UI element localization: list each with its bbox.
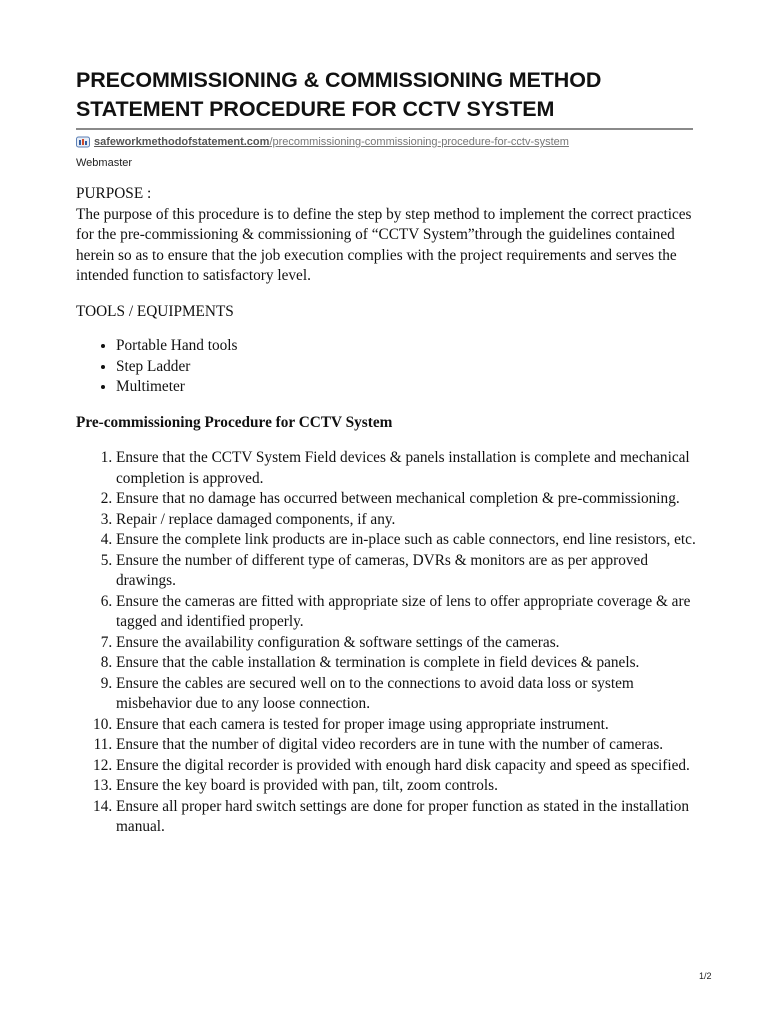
step-item: 8. Ensure that the cable installation & termination is complete in field devices & panels. xyxy=(116,653,696,674)
step-item: 4. Ensure the complete link products are in-place such as cable connectors, end line resistors, etc. xyxy=(116,530,696,551)
step-item: 13. Ensure the key board is provided with pan, tilt, zoom controls. xyxy=(116,776,696,797)
source-domain[interactable]: safeworkmethodofstatement.com xyxy=(94,136,270,148)
tools-heading: TOOLS / EQUIPMENTS xyxy=(76,302,234,320)
page-number: 1/2 xyxy=(699,971,712,981)
list-item: • Portable Hand tools xyxy=(116,336,696,357)
procedure-steps xyxy=(76,448,696,838)
step-item: 3. Repair / replace damaged components, if any. xyxy=(116,510,696,531)
site-favicon-icon xyxy=(76,136,90,148)
section-heading: Pre-commissioning Procedure for CCTV System xyxy=(76,413,393,431)
step-item: 7. Ensure the availability configuration & software settings of the cameras. xyxy=(116,633,696,654)
source-link[interactable] xyxy=(76,136,696,148)
step-item: 9. Ensure the cables are secured well on to the connections to avoid data loss or system misbehavior due to any loose connection. xyxy=(116,674,696,715)
step-item: 2. Ensure that no damage has occurred between mechanical completion & pre-commissioning. xyxy=(116,489,696,510)
author: Webmaster xyxy=(76,157,133,169)
purpose-body: The purpose of this procedure is to define the step by step method to implement the correct practices for the pre-commissioning & commissioning of “CCTV System”through the guidelines contained herein so as to ensure that the job execution complies with the project requirements and serves the intended function to satisfactory level. xyxy=(76,205,692,284)
list-item: • Multimeter xyxy=(116,377,696,398)
step-item: 14. Ensure all proper hard switch settings are done for proper function as stated in the installation manual. xyxy=(116,797,696,838)
tools-list xyxy=(76,336,696,398)
step-item: 6. Ensure the cameras are fitted with appropriate size of lens to offer appropriate coverage & are tagged and identified properly. xyxy=(116,592,696,633)
step-item: 5. Ensure the number of different type of cameras, DVRs & monitors are as per approved drawings. xyxy=(116,551,696,592)
step-item: 11. Ensure that the number of digital video recorders are in tune with the number of cameras. xyxy=(116,735,696,756)
step-item: 10. Ensure that each camera is tested for proper image using appropriate instrument. xyxy=(116,715,696,736)
list-item: • Step Ladder xyxy=(116,357,696,378)
title-divider xyxy=(76,128,693,130)
source-path[interactable]: /precommissioning-commissioning-procedure-for-cctv-system xyxy=(269,136,569,148)
step-item: 12. Ensure the digital recorder is provided with enough hard disk capacity and speed as specified. xyxy=(116,756,696,777)
purpose-heading: PURPOSE : xyxy=(76,185,152,202)
step-item: 1. Ensure that the CCTV System Field devices & panels installation is complete and mechanical completion is approved. xyxy=(116,448,696,489)
page-title: PRECOMMISSIONING & COMMISSIONING METHOD STATEMENT PROCEDURE FOR CCTV SYSTEM xyxy=(76,68,602,121)
document-page xyxy=(76,66,696,838)
